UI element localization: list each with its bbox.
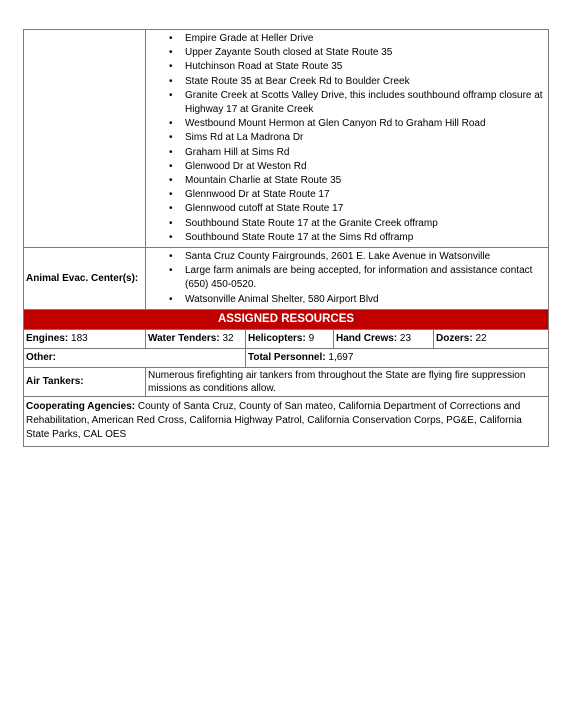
resources-counts-row (24, 329, 549, 348)
list-item: • Hutchinson Road at State Route 35 (172, 60, 546, 74)
animal-evac-label: Animal Evac. Center(s): (24, 248, 146, 310)
dozers-cell (434, 329, 549, 348)
cooperating-agencies-text: County of Santa Cruz, County of San mateo, California Department of Corrections and Rehabilitation, American Red Cross, California Highway Patrol, California Conservation Corps, PG&E, California State Parks, CAL OES (26, 400, 522, 440)
total-personnel-cell (246, 348, 549, 367)
list-item: • Glenwood Dr at Weston Rd (172, 160, 546, 174)
air-tankers-text: Numerous firefighting air tankers from throughout the State are flying fire suppression missions as conditions allow. (146, 367, 549, 396)
animal-evac-list (148, 250, 546, 307)
list-item: • Santa Cruz County Fairgrounds, 2601 E. Lake Avenue in Watsonville (172, 250, 546, 264)
water-tenders-value: 32 (222, 333, 234, 345)
assigned-resources-header: ASSIGNED RESOURCES (24, 309, 549, 329)
list-item: • Glennwood Dr at State Route 17 (172, 188, 546, 202)
list-item: • Southbound State Route 17 at the Sims Rd offramp (172, 231, 546, 245)
dozers-value: 22 (475, 333, 487, 345)
incident-table (23, 29, 549, 447)
list-item: • Southbound State Route 17 at the Granite Creek offramp (172, 217, 546, 231)
list-item: • Large farm animals are being accepted, for information and assistance contact (650) 450-0520. (172, 264, 546, 292)
dozers-label: Dozers: (436, 333, 473, 345)
road-closures-row (24, 30, 549, 248)
total-personnel-label: Total Personnel: (248, 352, 326, 364)
air-tankers-label: Air Tankers: (24, 367, 146, 396)
total-personnel-value: 1,697 (328, 352, 354, 364)
cooperating-agencies-cell (24, 396, 549, 446)
list-item: • Watsonville Animal Shelter, 580 Airport Blvd (172, 293, 546, 307)
road-closures-cell (146, 30, 549, 248)
water-tenders-label: Water Tenders: (148, 333, 220, 345)
cooperating-agencies-row (24, 396, 549, 446)
animal-evac-row (24, 248, 549, 310)
animal-evac-cell (146, 248, 549, 310)
engines-cell (24, 329, 146, 348)
engines-label: Engines: (26, 333, 69, 345)
helicopters-label: Helicopters: (248, 333, 306, 345)
other-personnel-row (24, 348, 549, 367)
incident-report-document (23, 29, 548, 447)
road-closures-label-cell (24, 30, 146, 248)
list-item: • Upper Zayante South closed at State Route 35 (172, 46, 546, 60)
list-item: • Glennwood cutoff at State Route 17 (172, 202, 546, 216)
helicopters-cell (246, 329, 334, 348)
water-tenders-cell (146, 329, 246, 348)
hand-crews-value: 23 (399, 333, 412, 345)
list-item: • Empire Grade at Heller Drive (172, 32, 546, 46)
hand-crews-cell (334, 329, 434, 348)
list-item: • State Route 35 at Bear Creek Rd to Boulder Creek (172, 75, 546, 89)
road-closures-list (148, 32, 546, 245)
helicopters-value: 9 (308, 333, 315, 345)
air-tankers-row (24, 367, 549, 396)
list-item: • Sims Rd at La Madrona Dr (172, 131, 546, 145)
list-item: • Granite Creek at Scotts Valley Drive, this includes southbound offramp closure at Highway 17 at Granite Creek (172, 89, 546, 117)
list-item: • Mountain Charlie at State Route 35 (172, 174, 546, 188)
hand-crews-label: Hand Crews: (336, 333, 398, 345)
engines-value: 183 (71, 333, 88, 345)
list-item: • Graham Hill at Sims Rd (172, 146, 546, 160)
other-label: Other: (24, 348, 246, 367)
cooperating-agencies-label: Cooperating Agencies: (26, 400, 136, 412)
resources-header-row (24, 309, 549, 329)
list-item: • Westbound Mount Hermon at Glen Canyon Rd to Graham Hill Road (172, 117, 546, 131)
